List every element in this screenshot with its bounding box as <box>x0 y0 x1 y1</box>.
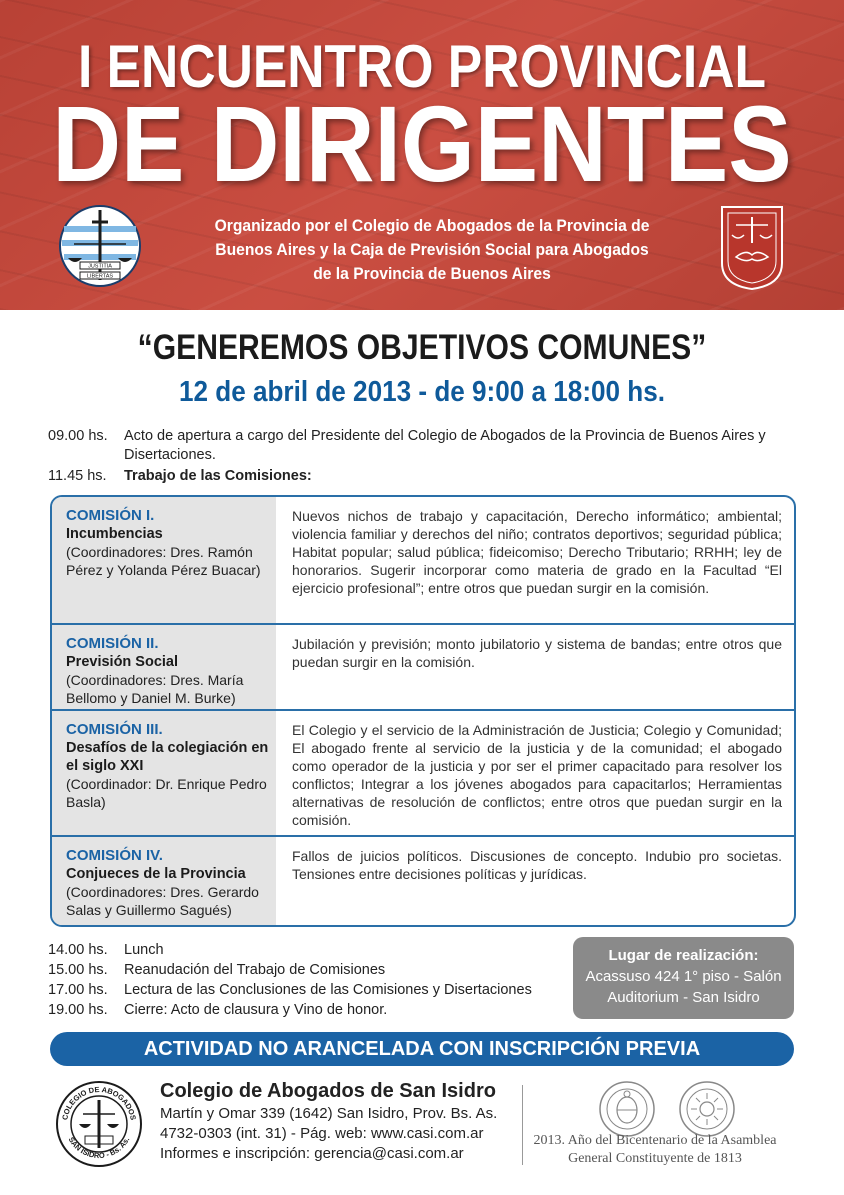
schedule-time: 17.00 hs. <box>48 982 108 998</box>
schedule-item <box>48 960 532 980</box>
organization-phone-web: 4732-0303 (int. 31) - Pág. web: www.casi.com.ar <box>160 1125 484 1142</box>
commission-info <box>66 721 272 811</box>
logo-ring-bottom-text: SAN ISIDRO - Bs. As. <box>66 1135 132 1161</box>
schedule-item <box>48 427 804 465</box>
commission-description: Jubilación y previsión; monto jubilatorio y sistema de bandas; entre otros que puedan surgir en la comisión. <box>292 636 782 670</box>
commission-description: Fallos de juicios políticos. Discusiones de concepto. Indubio pro societas. Tensiones entre decisiones políticas y jurídicas. <box>292 848 782 882</box>
logo-ring-top-text: COLEGIO DE ABOGADOS <box>60 1084 138 1121</box>
bicentenario-line: 2013. Año del Bicentenario de la Asamblea <box>533 1133 777 1148</box>
colegio-san-isidro-logo <box>55 1080 143 1168</box>
commission-topic: Previsión Social <box>66 654 179 670</box>
title-line-1: I ENCUENTRO PROVINCIAL <box>77 33 767 100</box>
commission-row <box>52 709 794 835</box>
schedule-item <box>48 940 532 960</box>
venue-title: Lugar de realización: <box>608 947 759 964</box>
schedule-item <box>48 980 532 1000</box>
venue-box <box>573 937 794 1019</box>
slogan-heading: “GENEREMOS OBJETIVOS COMUNES” <box>137 328 707 367</box>
commission-info <box>66 635 272 707</box>
event-date: 12 de abril de 2013 - de 9:00 a 18:00 hs. <box>178 376 665 408</box>
schedule-text: Lunch <box>124 942 164 958</box>
organization-email: Informes e inscripción: gerencia@casi.com.ar <box>160 1145 464 1162</box>
schedule-text: Reanudación del Trabajo de Comisiones <box>124 962 386 978</box>
afternoon-schedule <box>48 940 532 1020</box>
commission-coordinators: (Coordinadores: Dres. Gerardo Salas y Guillermo Sagués) <box>66 884 259 918</box>
schedule-time: 15.00 hs. <box>48 962 108 978</box>
commission-name: COMISIÓN IV. <box>66 847 163 864</box>
footer-contact <box>160 1078 497 1164</box>
commission-topic: Incumbencias <box>66 526 163 542</box>
commission-coordinators: (Coordinadores: Dres. Ramón Pérez y Yolanda Pérez Buacar) <box>66 544 261 578</box>
bicentenario-line: General Constituyente de 1813 <box>568 1151 742 1166</box>
commission-name: COMISIÓN III. <box>66 721 163 738</box>
sun-seal-icon <box>678 1080 736 1138</box>
free-registration-banner: ACTIVIDAD NO ARANCELADA CON INSCRIPCIÓN PREVIA <box>50 1032 794 1066</box>
schedule-time: 09.00 hs. <box>48 428 108 444</box>
commission-info <box>66 847 272 919</box>
footer-divider <box>522 1085 523 1165</box>
subtitle-line: Buenos Aires y la Caja de Previsión Social para Abogados <box>215 240 649 259</box>
commissions-table <box>50 495 796 927</box>
schedule-time: 14.00 hs. <box>48 942 108 958</box>
logo-text-libertas: LIBERTAS <box>86 273 114 280</box>
commission-coordinators: (Coordinadores: Dres. María Bellomo y Daniel M. Burke) <box>66 672 244 706</box>
commission-description: Nuevos nichos de trabajo y capacitación, Derecho informático; ambiental; violencia familiar y derechos del niño; contratos deportivos; seguridad pública; Habitat popular; salud pública; fideicomiso; Derecho Tributario; RRHH; ley de honorarios. Sugerir incorporar como materia de grado en la Facultad “El ejercicio profesional”; entre otros que puedan surgir en la comisión. <box>292 508 782 596</box>
schedule-item <box>48 467 804 486</box>
commission-topic: Conjueces de la Provincia <box>66 866 246 882</box>
caja-prevision-shield-icon <box>718 203 786 291</box>
colegio-provincia-logo <box>58 200 142 292</box>
venue-address-line: Auditorium - San Isidro <box>607 989 760 1006</box>
national-seal-icon <box>598 1080 656 1138</box>
commission-topic: Desafíos de la colegiación en el siglo XXI <box>66 740 269 774</box>
commission-row <box>52 497 794 623</box>
logo-text-justitia: JUSTITIA <box>88 263 112 270</box>
subtitle-line: Organizado por el Colegio de Abogados de la Provincia de <box>214 216 650 235</box>
commission-description: El Colegio y el servicio de la Administración de Justicia; Colegio y Comunidad; El abogado frente al servicio de la justicia y de la comunidad; el abogado como operador de la justicia y por ser el primer capacitado para resolver los conflictos; Integrar a los jóvenes abogados para capacitarlos; Herramientas alternativas de resolución de conflictos; entre otros que puedan surgir en la comisión. <box>292 722 782 828</box>
organizers-subtitle <box>173 214 692 286</box>
commission-coordinators: (Coordinador: Dr. Enrique Pedro Basla) <box>66 776 267 810</box>
organization-name: Colegio de Abogados de San Isidro <box>160 1080 496 1102</box>
commission-info <box>66 507 272 579</box>
bicentenario-caption <box>530 1132 780 1168</box>
schedule-item <box>48 1000 532 1020</box>
schedule-text: Trabajo de las Comisiones: <box>124 468 312 484</box>
header-banner <box>0 0 844 310</box>
subtitle-line: de la Provincia de Buenos Aires <box>313 264 551 283</box>
commission-name: COMISIÓN II. <box>66 635 159 652</box>
schedule-text: Lectura de las Conclusiones de las Comisiones y Disertaciones <box>124 982 532 998</box>
schedule-text: Cierre: Acto de clausura y Vino de honor. <box>124 1002 388 1018</box>
schedule-text: Acto de apertura a cargo del Presidente del Colegio de Abogados de la Provincia de Buenos Aires y Disertaciones. <box>124 428 766 463</box>
venue-address-line: Acassuso 424 1° piso - Salón <box>585 968 782 985</box>
commission-row <box>52 835 794 927</box>
schedule-time: 19.00 hs. <box>48 1002 108 1018</box>
commission-name: COMISIÓN I. <box>66 507 155 524</box>
commission-row <box>52 623 794 709</box>
title-line-2: DE DIRIGENTES <box>52 83 792 204</box>
organization-address: Martín y Omar 339 (1642) San Isidro, Prov. Bs. As. <box>160 1105 498 1122</box>
schedule-time: 11.45 hs. <box>48 468 107 484</box>
